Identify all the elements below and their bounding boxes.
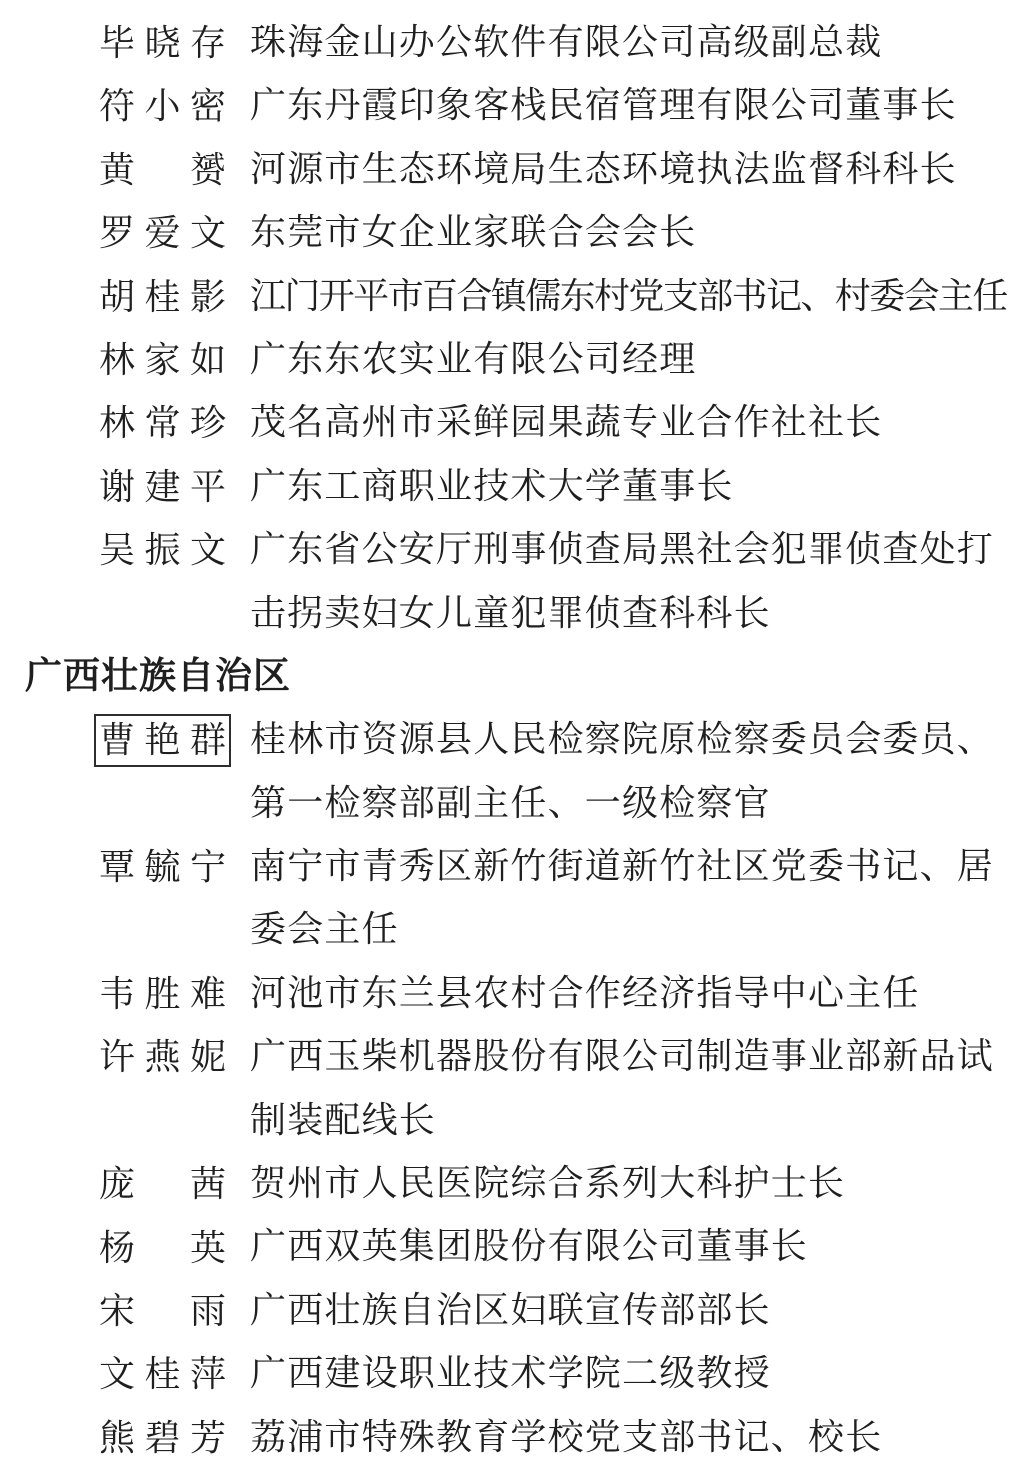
honoree-name: 符小密 xyxy=(99,86,226,127)
honoree-row xyxy=(0,1152,1025,1215)
honoree-name: 林家如 xyxy=(99,340,226,381)
honoree-title-line: 制装配线长 xyxy=(250,1099,437,1140)
honoree-title-line: 桂林市资源县人民检察院原检察委员会委员、 xyxy=(250,719,995,760)
honoree-name-cell xyxy=(99,835,226,898)
honoree-title-cell xyxy=(250,74,957,137)
honoree-name: 吴振文 xyxy=(99,530,226,571)
honoree-title-cell xyxy=(250,518,994,645)
honoree-title-cell xyxy=(250,1342,771,1405)
honoree-title-line: 广东东农实业有限公司经理 xyxy=(250,338,697,379)
honoree-title-cell xyxy=(250,1279,771,1342)
honoree-title-line: 河源市生态环境局生态环境执法监督科科长 xyxy=(250,148,957,189)
honoree-row xyxy=(0,708,1025,835)
honoree-name-cell xyxy=(99,1342,226,1405)
honoree-name-cell xyxy=(99,391,226,454)
honoree-name: 许燕妮 xyxy=(99,1037,226,1078)
honoree-title-line: 贺州市人民医院综合系列大科护士长 xyxy=(250,1163,846,1204)
region-section xyxy=(0,11,1025,645)
honoree-title-cell xyxy=(250,265,1007,328)
honoree-title-cell xyxy=(250,391,882,454)
region-entries xyxy=(0,708,1025,1469)
honoree-name: 谢建平 xyxy=(99,466,226,507)
honoree-title-cell xyxy=(250,201,696,264)
honoree-title-cell xyxy=(250,1406,882,1469)
region-entries xyxy=(0,11,1025,645)
honoree-name-cell xyxy=(99,74,226,137)
honoree-name-cell xyxy=(99,265,226,328)
honoree-title-line: 荔浦市特殊教育学校党支部书记、校长 xyxy=(250,1416,883,1457)
honoree-title-line: 茂名高州市采鲜园果蔬专业合作社社长 xyxy=(250,402,883,443)
honoree-row xyxy=(0,201,1025,264)
honoree-name-cell xyxy=(99,1215,226,1278)
honoree-row xyxy=(0,74,1025,137)
honoree-name-cell xyxy=(99,518,226,581)
region-section xyxy=(0,645,1025,1469)
honoree-title-line: 江门开平市百合镇儒东村党支部书记、村委会主任 xyxy=(250,275,1007,316)
honoree-row xyxy=(0,1279,1025,1342)
honoree-title-line: 珠海金山办公软件有限公司高级副总裁 xyxy=(250,22,883,62)
honoree-title-line: 广东工商职业技术大学董事长 xyxy=(250,465,734,506)
honoree-row xyxy=(0,1025,1025,1152)
honoree-row xyxy=(0,391,1025,454)
honoree-name-cell xyxy=(99,1152,226,1215)
honoree-row xyxy=(0,1406,1025,1469)
honoree-title-cell xyxy=(250,1025,994,1152)
honoree-title-line: 南宁市青秀区新竹街道新竹社区党委书记、居 xyxy=(250,846,995,887)
honoree-name: 黄赟 xyxy=(99,149,226,190)
honoree-name-cell xyxy=(99,708,226,771)
honoree-name-cell xyxy=(99,1279,226,1342)
honoree-title-cell xyxy=(250,138,957,201)
honoree-title-cell xyxy=(250,455,734,518)
honoree-name-cell xyxy=(99,455,226,518)
honoree-name: 杨英 xyxy=(99,1227,226,1268)
honoree-name-cell xyxy=(99,328,226,391)
honoree-row xyxy=(0,835,1025,962)
honoree-row xyxy=(0,518,1025,645)
honoree-row xyxy=(0,1215,1025,1278)
honoree-title-line: 广西玉柴机器股份有限公司制造事业部新品试 xyxy=(250,1036,995,1077)
honoree-name: 宋雨 xyxy=(99,1290,226,1331)
honoree-title-line: 广西建设职业技术学院二级教授 xyxy=(250,1353,771,1394)
honoree-row xyxy=(0,455,1025,518)
honoree-name: 罗爱文 xyxy=(99,213,226,254)
honoree-title-cell xyxy=(250,328,696,391)
honoree-name-cell xyxy=(99,1025,226,1088)
honoree-title-line: 击拐卖妇女儿童犯罪侦查科科长 xyxy=(250,592,771,633)
honoree-title-cell xyxy=(250,1152,845,1215)
honoree-name-cell xyxy=(99,201,226,264)
region-header: 广西壮族自治区 xyxy=(25,655,291,697)
honoree-name: 毕晓存 xyxy=(99,23,226,64)
honoree-name: 覃毓宁 xyxy=(99,847,226,888)
honoree-name: 胡桂影 xyxy=(99,276,226,317)
honoree-title-cell xyxy=(250,1215,808,1278)
honoree-row xyxy=(0,265,1025,328)
honoree-row xyxy=(0,328,1025,391)
honoree-name: 林常珍 xyxy=(99,403,226,444)
honoree-row xyxy=(0,138,1025,201)
honoree-title-line: 第一检察部副主任、一级检察官 xyxy=(250,782,771,823)
honoree-name-cell xyxy=(99,138,226,201)
honoree-name-cell xyxy=(99,11,226,74)
honoree-name: 曹艳群 xyxy=(99,720,226,761)
honoree-title-line: 广西壮族自治区妇联宣传部部长 xyxy=(250,1289,771,1330)
honoree-title-line: 河池市东兰县农村合作经济指导中心主任 xyxy=(250,972,920,1013)
honoree-name: 熊碧芳 xyxy=(99,1417,226,1458)
honoree-title-cell xyxy=(250,835,994,962)
honoree-title-cell xyxy=(250,962,920,1025)
honoree-name-cell xyxy=(99,1406,226,1469)
honoree-title-cell xyxy=(250,11,882,74)
honoree-title-line: 东莞市女企业家联合会会长 xyxy=(250,212,697,253)
honoree-name-cell xyxy=(99,962,226,1025)
honoree-title-cell xyxy=(250,708,994,835)
honoree-row xyxy=(0,11,1025,74)
honoree-row xyxy=(0,962,1025,1025)
honoree-name: 韦胜难 xyxy=(99,973,226,1014)
honoree-name: 文桂萍 xyxy=(99,1354,226,1395)
honoree-title-line: 广西双英集团股份有限公司董事长 xyxy=(250,1226,809,1267)
honoree-name: 庞茜 xyxy=(99,1164,226,1205)
honoree-title-line: 委会主任 xyxy=(250,909,399,950)
honoree-title-line: 广东省公安厅刑事侦查局黑社会犯罪侦查处打 xyxy=(250,529,995,570)
honoree-row xyxy=(0,1342,1025,1405)
honoree-title-line: 广东丹霞印象客栈民宿管理有限公司董事长 xyxy=(250,85,957,126)
honor-roll-list xyxy=(0,11,1025,1469)
